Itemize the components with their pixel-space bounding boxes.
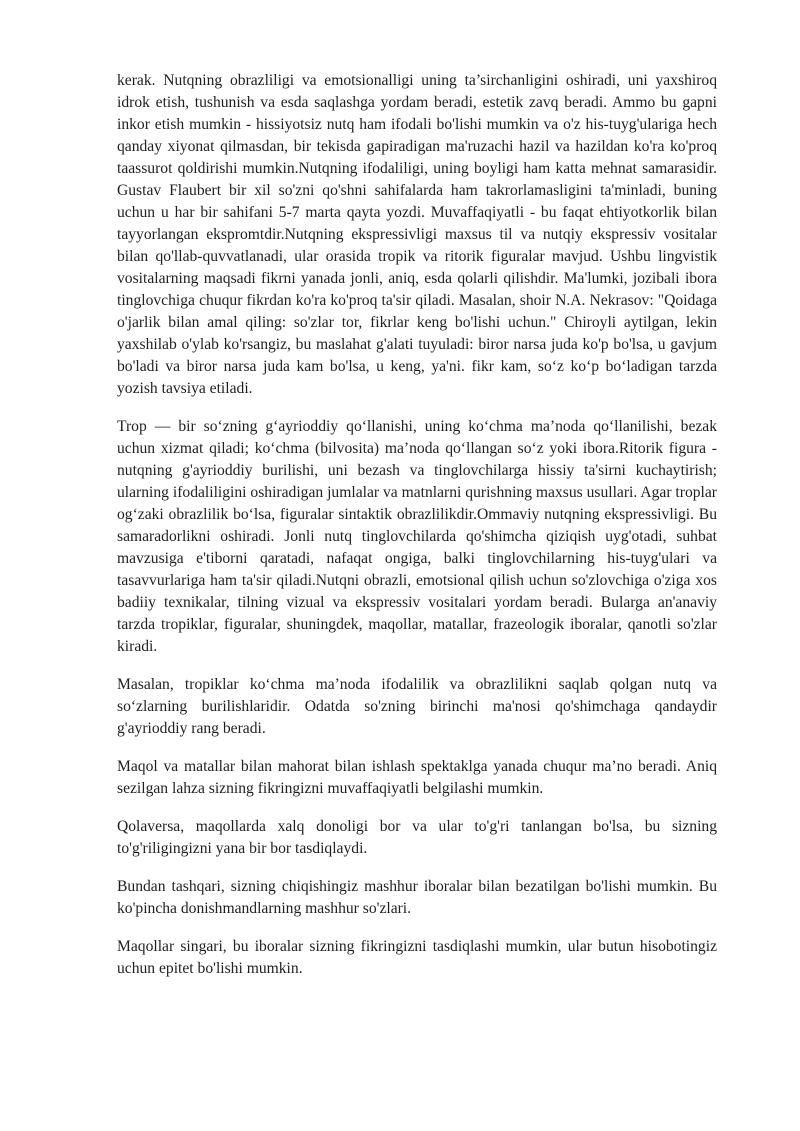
paragraph: Maqollar singari, bu iboralar sizning fikringizni tasdiqlashi mumkin, ular butun hisobotingiz uchun epitet bo'lishi mumkin. [117, 938, 717, 977]
paragraph: Bundan tashqari, sizning chiqishingiz mashhur iboralar bilan bezatilgan bo'lishi mumkin. Bu ko'pincha donishmandlarning mashhur so'zlari. [117, 878, 717, 917]
body-text [117, 70, 717, 980]
paragraph: Trop — bir so‘zning g‘ayrioddiy qo‘llanishi, uning ko‘chma ma’noda qo‘llanilishi, bezak uchun xizmat qiladi; ko‘chma (bilvosita) ma’noda qo‘llangan so‘z yoki ibora.Ritorik figura - nutqning g'ayrioddiy burilishi, uni bezash va tinglovchilarga hissiy ta'sirni kuchaytirish; ularning ifodaliligini oshiradigan jumlalar va matnlarni qurishning maxsus usullari. Agar troplar og‘zaki obrazlilik bo‘lsa, figuralar sintaktik obrazlilikdir.Ommaviy nutqning ekspressivligi. Bu samaradorlikni oshiradi. Jonli nutq tinglovchilarda qo'shimcha qiziqish uyg'otadi, suhbat mavzusiga e'tiborni qaratadi, nafaqat ongiga, balki tinglovchilarning his-tuyg'ulari va tasavvurlariga ham ta'sir qiladi.Nutqni obrazli, emotsional qilish uchun so'zlovchiga o'ziga xos badiiy texnikalar, tilning vizual va ekspressiv vositalari yordam beradi. Bularga an'anaviy tarzda tropiklar, figuralar, shuningdek, maqollar, matallar, frazeologik iboralar, qanotli so'zlar kiradi. [117, 418, 717, 655]
paragraph: Masalan, tropiklar ko‘chma ma’noda ifodalilik va obrazlilikni saqlab qolgan nutq va so‘zlarning burilishlaridir. Odatda so'zning birinchi ma'nosi qo'shimchaga qandaydir g'ayrioddiy rang beradi. [117, 676, 717, 737]
paragraph: Maqol va matallar bilan mahorat bilan ishlash spektaklga yanada chuqur ma’no beradi. Aniq sezilgan lahza sizning fikringizni muvaffaqiyatli belgilashi mumkin. [117, 758, 717, 797]
paragraph: Qolaversa, maqollarda xalq donoligi bor va ular to'g'ri tanlangan bo'lsa, bu sizning to'g'riligingizni yana bir bor tasdiqlaydi. [117, 818, 717, 857]
paragraph: kerak. Nutqning obrazliligi va emotsionalligi uning ta’sirchanligini oshiradi, uni yaxshiroq idrok etish, tushunish va esda saqlashga yordam beradi, estetik zavq beradi. Ammo bu gapni inkor etish mumkin - hissiyotsiz nutq ham ifodali bo'lishi mumkin va o'z his-tuyg'ulariga hech qanday xiyonat qilmasdan, bir tekisda gapiradigan ma'ruzachi hazil va hazildan ko'ra ko'proq taassurot qoldirishi mumkin.Nutqning ifodaliligi, uning boyligi ham katta mehnat samarasidir. Gustav Flaubert bir xil so'zni qo'shni sahifalarda ham takrorlamasligini ta'minladi, buning uchun u har bir sahifani 5-7 marta qayta yozdi. Muvaffaqiyatli - bu faqat ehtiyotkorlik bilan tayyorlangan ekspromtdir.Nutqning ekspressivligi maxsus til va nutqiy ekspressiv vositalar bilan qo'llab-quvvatlanadi, ular orasida tropik va ritorik figuralar mavjud. Ushbu lingvistik vositalarning maqsadi fikrni yanada jonli, aniq, esda qolarli qilishdir. Ma'lumki, jozibali ibora tinglovchiga chuqur fikrdan ko'ra ko'proq ta'sir qiladi. Masalan, shoir N.A. Nekrasov: "Qoidaga o'jarlik bilan amal qiling: so'zlar tor, fikrlar keng bo'lishi uchun." Chiroyli aytilgan, lekin yaxshilab o'ylab ko'rsangiz, bu maslahat g'alati tuyuladi: biror narsa juda ko'p bo'lsa, u gavjum bo'ladi va biror narsa juda kam bo'lsa, u keng, ya'ni. fikr kam, so‘z ko‘p bo‘ladigan tarzda yozish tavsiya etiladi. [117, 72, 717, 397]
